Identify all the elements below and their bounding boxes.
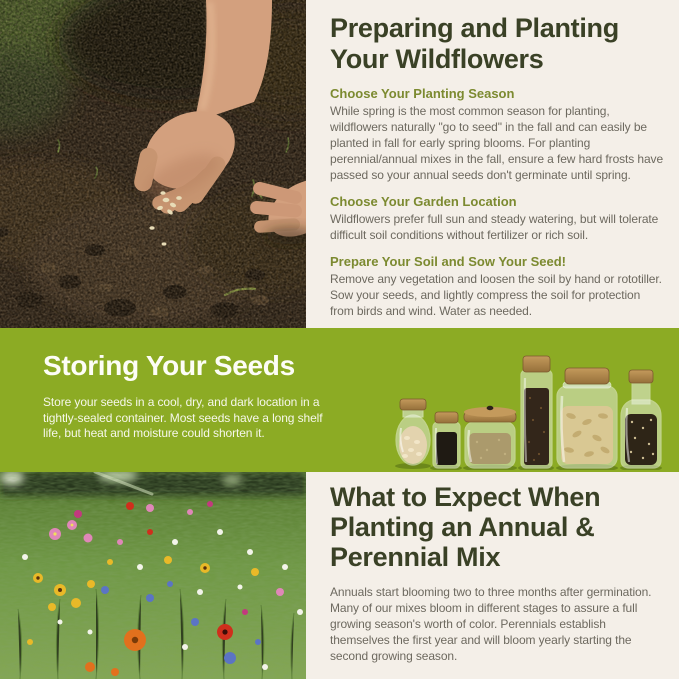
- jar-black-seeds: [433, 412, 460, 468]
- bottom-body: Annuals start blooming two to three months after germination. Many of our mixes bloom in different stages to assure a full growing season's worth of color. Perennials establish themselves the first year and will bloom yearly starting the second growing season.: [330, 585, 652, 663]
- jar-tall-dark-seeds: [521, 356, 552, 468]
- jar-white-beans: [396, 399, 430, 465]
- section-prepare-soil: [330, 254, 665, 319]
- section-heading: Prepare Your Soil and Sow Your Seed!: [330, 254, 566, 269]
- bottom-title-line-2: Planting an Annual &: [330, 512, 595, 542]
- seed-jars-photo: [391, 350, 663, 470]
- jar-sand-seeds: [464, 406, 516, 468]
- band-body: Store your seeds in a cool, dry, and dark location in a tightly-sealed container. Most seeds have a long shelf life, but heat and moisture could shorten it.: [43, 395, 323, 440]
- planting-photo: [0, 0, 306, 328]
- seed-jars-illustration: [391, 350, 663, 470]
- bottom-text-panel: [306, 472, 679, 679]
- bottom-title-line-3: Perennial Mix: [330, 542, 501, 572]
- top-section: [0, 0, 679, 328]
- section-garden-location: [330, 194, 665, 243]
- section-body: While spring is the most common season for planting, wildflowers naturally "go to seed" in the fall and can easily be planted in fall for early spring blooms. For planting perennial/annual mixes in the fall, ensure a few hard frosts have passed so your annual seeds don't germinate until spring.: [330, 104, 664, 182]
- section-heading: Choose Your Garden Location: [330, 194, 517, 209]
- soil-hand-illustration: [0, 0, 306, 328]
- section-body: Remove any vegetation and loosen the soil by hand or rototiller. Sow your seeds, and lightly compress the soil for protection from birds and wind. Water as needed.: [330, 272, 662, 318]
- top-text-panel: [306, 0, 679, 328]
- band-text: [43, 350, 343, 442]
- bottom-title-line-1: What to Expect When: [330, 482, 601, 512]
- meadow-photo: [0, 472, 306, 679]
- section-body: Wildflowers prefer full sun and steady watering, but will tolerate difficult soil conditions without fertilizer or rich soil.: [330, 212, 659, 242]
- section-heading: Choose Your Planting Season: [330, 86, 515, 101]
- band-title: Storing Your Seeds: [43, 350, 295, 381]
- section-planting-season: [330, 86, 665, 183]
- meadow-illustration: [0, 472, 306, 679]
- jar-mixed-seeds: [621, 370, 661, 468]
- page-title-line-1: Preparing and Planting: [330, 13, 619, 43]
- bottom-title: [330, 482, 665, 572]
- page-title: [330, 13, 665, 75]
- page-title-line-2: Your Wildflowers: [330, 44, 544, 74]
- storing-seeds-band: [0, 328, 679, 472]
- bottom-section: [0, 472, 679, 679]
- jar-pumpkin-seeds: [557, 368, 617, 468]
